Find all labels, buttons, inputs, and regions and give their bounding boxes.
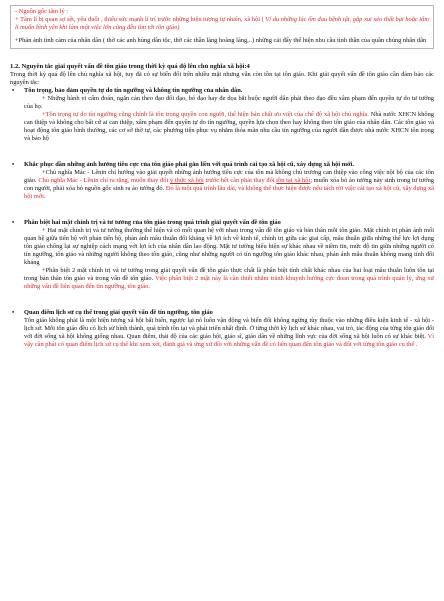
origin-title: - Nguồn gốc tâm lý :: [15, 8, 69, 15]
principle-3-para-1: + Hai mặt chính trị và tư tưởng thường thể hiện và có mối quan hệ với nhau trong vấn đề tôn giáo và bản thân mỗi tôn giáo. Mặt chính trị phản ánh mối quan hệ giữa tiến bộ với phản tiến bộ, phản ánh mâu thuẫn đối kháng về lợi ích về kinh tế, chính trị giữa các giai cấp, mâu thuẫn giữa những thế lực lợi dụng tôn giáo chống lại sự nghiệp cách mạng với lợi ích của nhân dân lao động. Mặt tư tưởng biểu hiện sự khác nhau về niềm tin, mức độ tin giữa những người có tín ngưỡng, tôn giáo và những người không theo tôn giáo, cũng như những người có tín ngưỡng tôn giáo khác nhau, phản ánh mâu thuẫn không mang tính đối kháng: [24, 227, 434, 266]
principle-1-para-1: + Những hành vi cấm đoán, ngăn cản theo đạo đổi đạo, bỏ đạo hay đe dọa bắt buộc người dân phải theo đạo đều xâm phạm đến quyền tự do tư tưởng của họ.: [24, 95, 434, 110]
principle-2-para: +Chủ nghĩa Mác - Lênin chỉ hướng vào giải quyết những ảnh hưởng tiêu cực của tôn mà không chủ trương can thiệp vào công việc nội bộ của các tôn giáo. Chủ nghĩa Mác - Lênin chỉ ra rằng, muốn thay đổi ý thức xã hội trước hết cần phải thay đổi tồn tại xã hội; muốn xóa bỏ ảo tưởng này sinh trong tư tưởng con người, phải xóa bỏ nguồn gốc sinh ra ảo tưởng đó. Đó là một quá trình lâu dài, và không thể thực hiện được nếu tách rời việc cải tạo xã hội cũ, xây dựng xã hội mới.: [24, 169, 435, 200]
bullet-icon: •: [12, 161, 15, 168]
principle-4-para: Tôn giáo không phải là một hiện tượng xã hội bất biến, ngược lại nó luôn vận động và biến đổi không ngừng tùy thuộc vào những điều kiện kinh tế - xã hội - lịch sử. Mỗi tôn giáo đều có lịch sử hình thành, quá trình tồn tại và phát triển nhất định. Ở từng thời kỳ lịch sử khác nhau, vai trò, tác động của từng tôn giáo đối với đời sống xã hội không giống nhau. Quan điểm, thái độ của các giáo hội, giáo sĩ, giáo dân về những lĩnh vực của đời sống xã hội luôn có sự khác biệt. Vì vậy cần phải có quan điểm lịch sử cụ thể khi xem xét, đánh giá và ứng xử đối với những vấn đề có liên quan đến tôn giáo và đối với từng tôn giáo cụ thể .: [24, 317, 434, 348]
principle-2-heading: Khắc phục dần những ảnh hưởng tiêu cực của tôn giáo phải gắn liền với quá trình cải tạo xã hội cũ, xây dựng xã hội mới.: [24, 161, 354, 168]
section-title: 1.2. Nguyên tắc giải quyết vấn đề tôn giáo trong thời kỳ quá độ lên chủ nghĩa xã hội:4: [10, 63, 250, 70]
principle-4-heading: Quan điểm lịch sử cụ thể trong giải quyết vấn đề tín ngưỡng, tôn giáo: [24, 309, 213, 316]
bullet-icon: •: [12, 87, 15, 94]
origin-point-2: +Phản ánh tình cảm của nhân dân ( thờ các anh hùng dân tộc, thờ các thần làng hoàng làng,..) những cái đấy thể hiện nhu cầu tình thần của quần chúng nhân dân: [15, 37, 427, 44]
principle-1-heading: Tôn trọng, bảo đảm quyền tự do tín ngưỡng và không tín ngưỡng của nhân dân.: [24, 87, 243, 94]
principle-3: [10, 219, 434, 291]
principle-3-heading: Phân biệt hai mặt chính trị và tư tưởng của tôn giáo trong quá trình giải quyết vấn đề tôn giáo: [24, 219, 281, 226]
section-intro: Trong thời kỳ quá độ lên chủ nghĩa xã hội, tuy đã có sự biến đổi trên nhiều mặt nhưng vẫn còn tồn tại tôn giáo. Khi giải quyết vấn đề tôn giáo cần đảm bảo các nguyên tắc:: [10, 71, 434, 86]
origin-box: [10, 5, 434, 49]
principle-3-para-2: +Phân biệt 2 mặt chính trị và tư tưởng trong giải quyết vấn đề tôn giáo thực chất là phân biệt tính chất khác nhau của hai loại mâu thuẫn luôn tồn tại trong bản thân tôn giáo và trong vấn đề tôn giáo. Việc phân biệt 2 mặt này là cần thiết nhằm tránh khuynh hướng cực đoan trong quá trình quản lý, ứng xử những vấn đề liên quan đến tín ngưỡng, tôn giáo.: [24, 267, 434, 290]
principle-4: [10, 309, 434, 349]
origin-point-1: + Tâm lí bị quan sợ sệt, yếu đuối , thiếu sức mạnh lí trí trước những hiện tượng tự nhiên, xã hội ( Ví dụ những lúc ốm đau bệnh tật, gặp xui xẻo thất bại hoặc tâm lí muốn bình yên khi làm một việc lớn cũng đều tìm tới tôn giáo): [15, 16, 429, 31]
principle-1-para-2: +Tôn trọng tự do tín ngưỡng cũng chính là tôn trọng quyền con người, thể hiện bản chất ưu việt của chế độ xã hội chủ nghĩa. Nhà nước XHCN không can thiệp và không cho bất cứ ai can thiệp, xâm phạm đến quyền tự do tín ngưỡng, quyền lựa chọn theo hay không theo tôn giáo của nhân dân. Các tôn giáo và hoạt động tôn giáo bình thường, các cơ sở thờ tự, các phương tiện phục vụ nhằm thỏa mãn nhu cầu tín ngưỡng của người dân được nhà nước XHCN tôn trọng và bảo hộ: [24, 111, 434, 142]
principle-1: [10, 87, 434, 143]
principle-2: [10, 161, 434, 201]
bullet-icon: •: [12, 309, 15, 316]
bullet-icon: •: [12, 219, 15, 226]
